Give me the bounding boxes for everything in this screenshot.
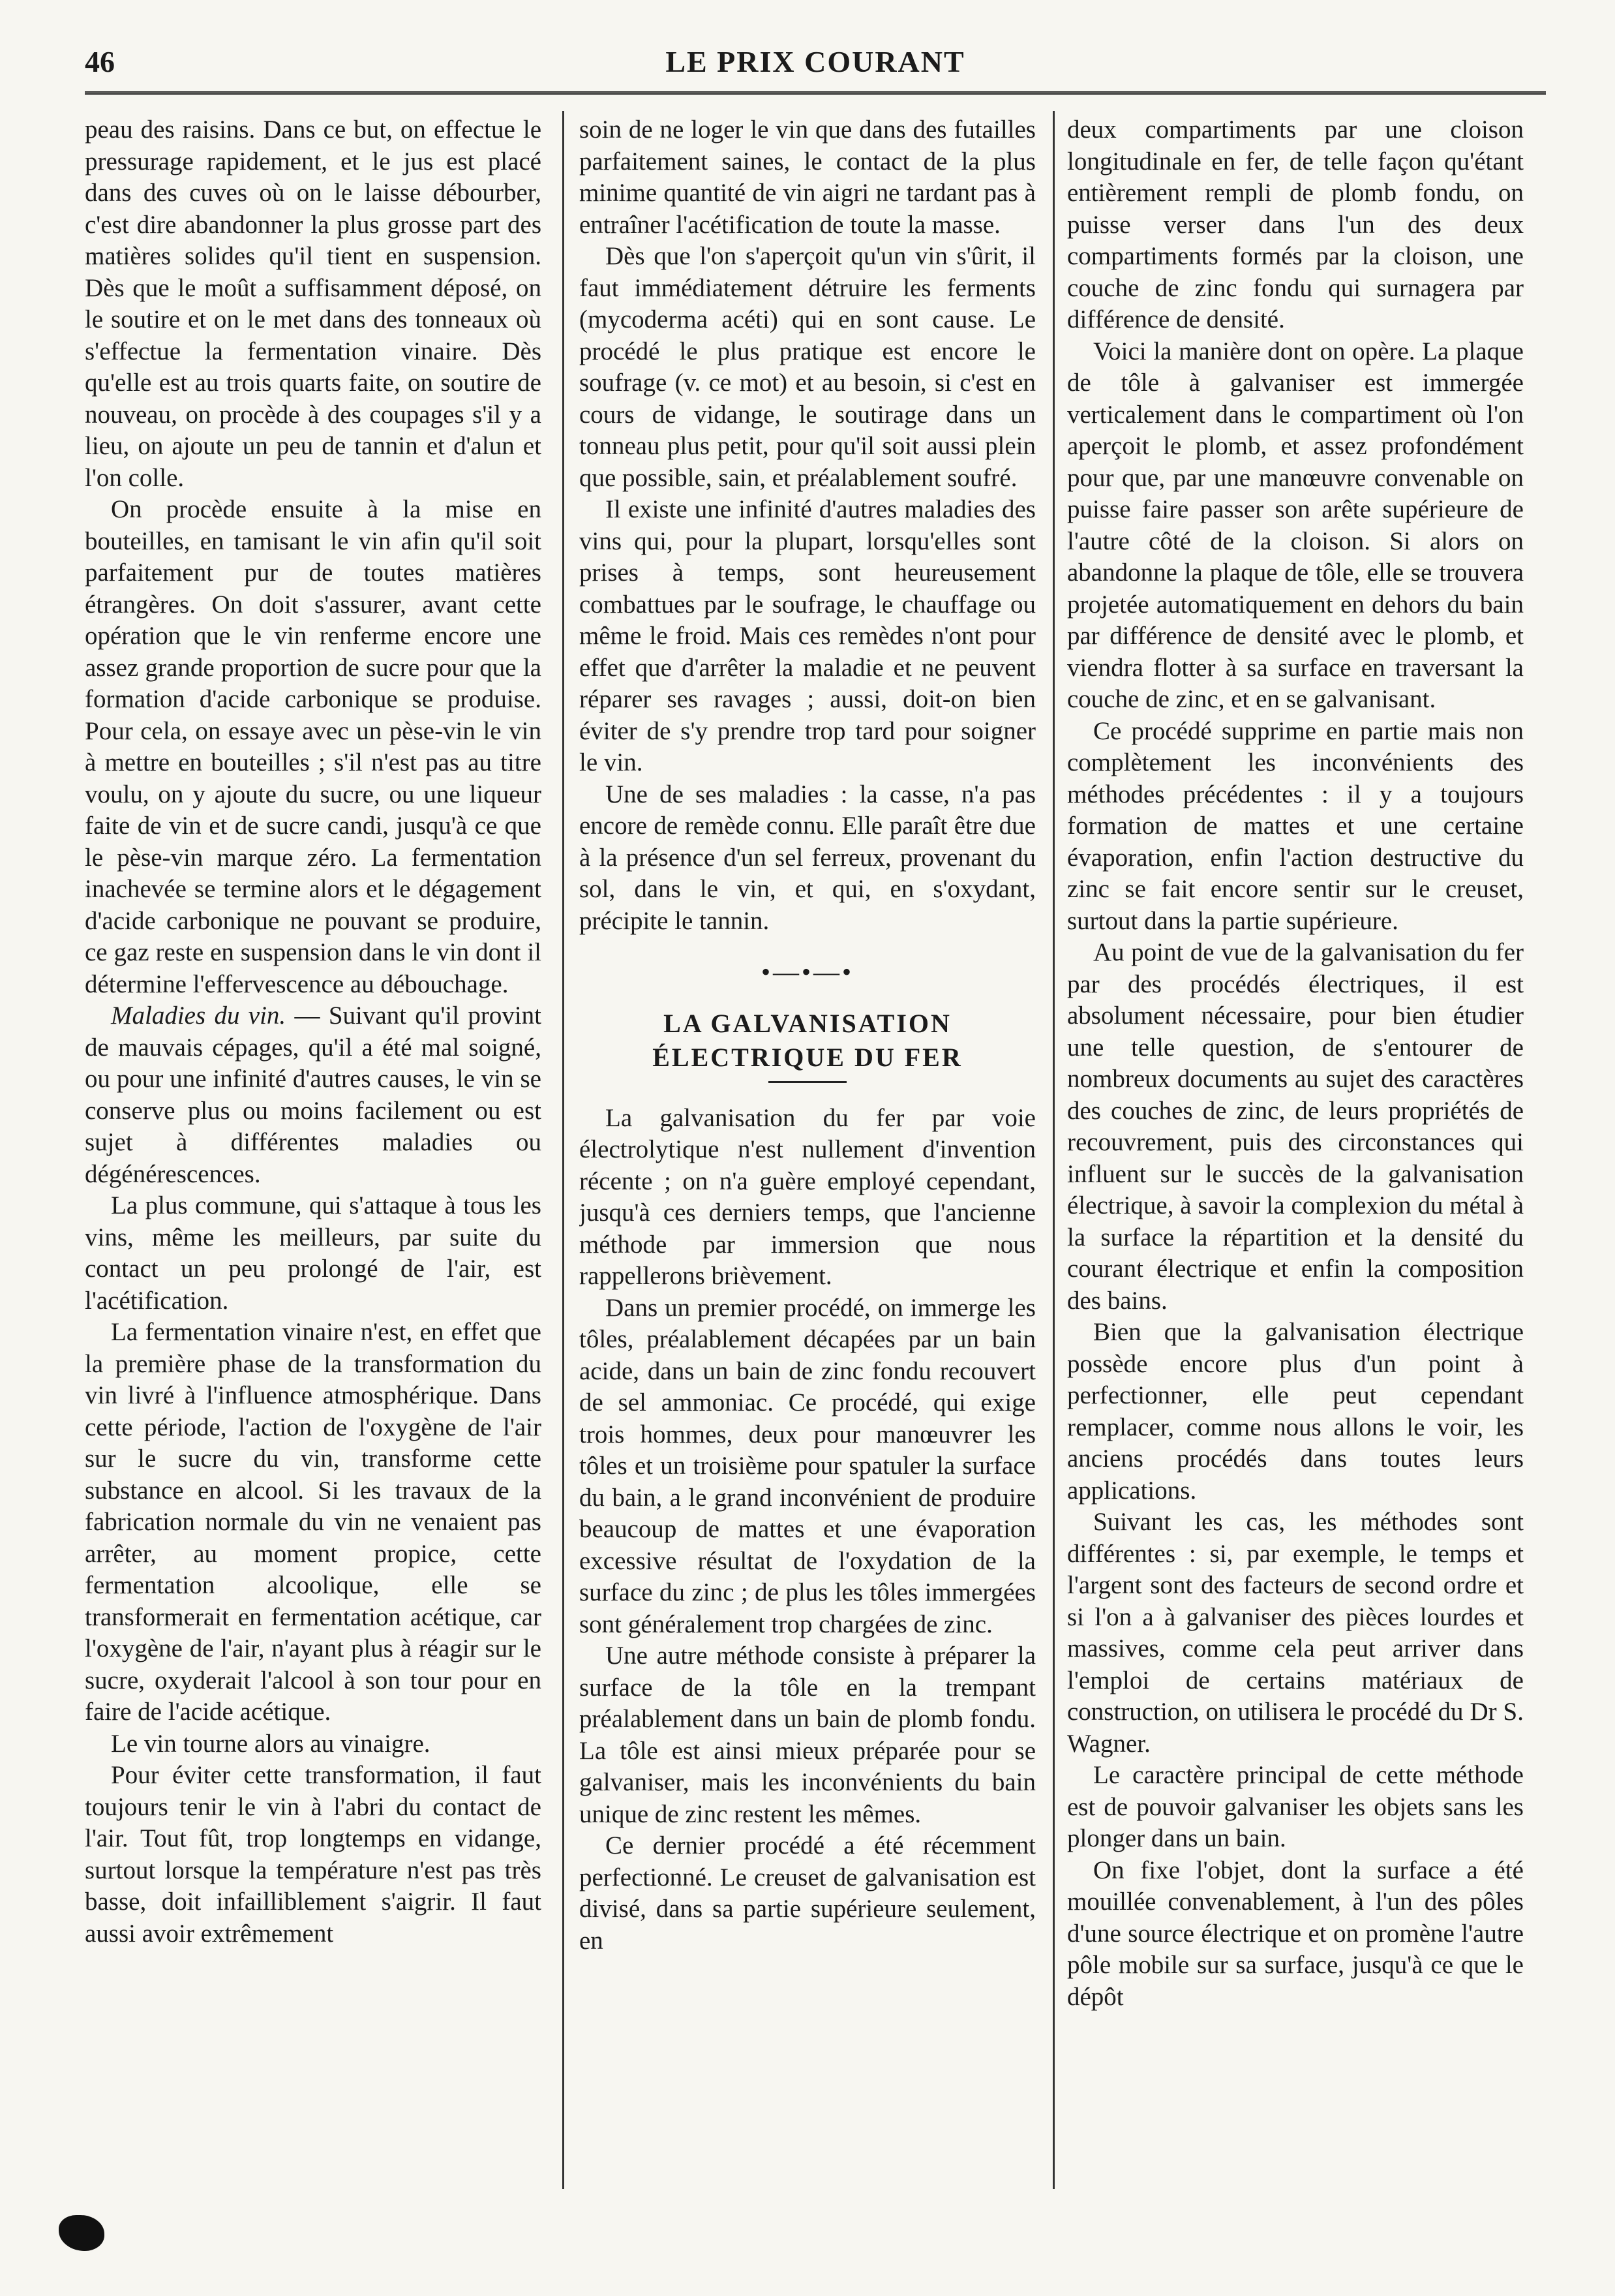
paragraph: Le caractère principal de cette méthode est de pouvoir galvaniser les objets sans les plonger dans un bain. <box>1067 1761 1524 1852</box>
paragraph: La fermentation vinaire n'est, en effet que la première phase de la transformation du vin livré à l'influence atmosphérique. Dans cette période, l'action de l'oxygène de l'air sur le sucre du vin, transforme cette substance en alcool. Si les travaux de la fabrication normale du vin ne venaient pas arrêter, au moment propice, cette fermentation alcoolique, elle se transformerait en fermentation acétique, car l'oxygène de l'air, n'ayant plus à réagir sur le sucre, oxyderait l'alcool à son tour pour en faire de l'acide acétique. <box>85 1318 541 1726</box>
column-3 <box>1067 114 1524 2189</box>
column-divider <box>1053 111 1055 2189</box>
paragraph: Suivant les cas, les méthodes sont différentes : si, par exemple, le temps et l'argent sont des facteurs de second ordre et si l'on a à galvaniser des pièces lourdes et massives, comme cela peut arriver dans l'emploi de certains matériaux de construction, on utilisera le procédé du Dr S. Wagner. <box>1067 1508 1524 1758</box>
italic-lead: Maladies du vin. <box>111 1002 286 1030</box>
paragraph: deux compartiments par une cloison longitudinale en fer, de telle façon qu'étant entièrement rempli de plomb fondu, on puisse verser dans l'un des deux compartiments formés par la cloison, une couche de zinc fondu qui surnagera par différence de densité. <box>1067 115 1524 333</box>
paragraph: La plus commune, qui s'attaque à tous les vins, même les meilleurs, par suite du contact un peu prolongé de l'air, est l'acétification. <box>85 1191 541 1315</box>
paragraph: Le vin tourne alors au vinaigre. <box>111 1729 430 1758</box>
paragraph: La galvanisation du fer par voie électrolytique n'est nullement d'invention récente ; on n'a guère employé cependant, jusqu'à ces derniers temps, que l'ancienne méthode par immersion que nous rappellerons brièvement. <box>579 1103 1036 1290</box>
paragraph: Une de ses maladies : la casse, n'a pas encore de remède connu. Elle paraît être due à la présence d'un sel ferreux, provenant du sol, dans le vin, et qui, en s'oxydant, précipite le tannin. <box>579 780 1036 935</box>
page-number: 46 <box>85 45 115 78</box>
column-1 <box>85 114 541 2189</box>
column-2 <box>579 114 1036 2189</box>
paragraph: Au point de vue de la galvanisation du fer par des procédés électriques, il est absolument nécessaire, pour bien étudier une telle question, de s'entourer de nombreux documents au sujet des caractères des couches de zinc, de leurs propriétés de recouvrement, puis des circonstances qui influent sur le succès de la galvanisation électrique, à savoir la complexion du métal à la surface la répartition et la densité du courant électrique et enfin la composition des bains. <box>1067 938 1524 1315</box>
title-rule <box>768 1081 847 1083</box>
section-ornament: •—•—• <box>761 957 854 987</box>
paragraph: Ce dernier procédé a été récemment perfectionné. Le creuset de galvanisation est divisé, dans sa partie supérieure seulement, en <box>579 1831 1036 1955</box>
paragraph: Voici la manière dont on opère. La plaque de tôle à galvaniser est immergée verticalement dans le compartiment où l'on aperçoit le plomb, et assez profondément pour que, par une manœuvre convenable on puisse faire passer son arête supérieure de l'autre côté de la cloison. Si alors on abandonne la plaque de tôle, elle se trouvera projetée automatiquement en dehors du bain par différence de densité avec le plomb, et viendra flotter à sa surface en traversant la couche de zinc, et en se galvanisant. <box>1067 337 1524 713</box>
paragraph: peau des raisins. Dans ce but, on effectue le pressurage rapidement, et le jus est placé dans des cuves où on le laisse débourber, c'est dire abandonner la plus grosse part des matières solides qu'il tient en suspension. Dès que le moût a suffisamment déposé, on le soutire et on le met dans des tonneaux où s'effectue la fermentation vinaire. Dès qu'elle est au trois quarts faite, on soutire de nouveau, on procède à des coupages s'il y a lieu, on ajoute un peu de tannin et d'alun et l'on colle. <box>85 115 541 492</box>
paragraph: Dès que l'on s'aperçoit qu'un vin s'ûrit, il faut immédiatement détruire les ferments (mycoderma acéti) qui en sont cause. Le procédé le plus pratique est encore le soufrage (v. ce mot) et au besoin, si c'est en cours de vidange, le soutirage dans un tonneau plus petit, pour qu'il soit aussi plein que possible, sain, et préalablement soufré. <box>579 242 1036 492</box>
paragraph-maladies <box>85 1000 541 1190</box>
paragraph: Ce procédé supprime en partie mais non complètement les inconvénients des méthodes précédentes : il y a toujours formation de mattes et une certaine évaporation, enfin l'action destructive du zinc se fait encore sentir sur le creuset, surtout dans la partie supérieure. <box>1067 716 1524 935</box>
paragraph: Il existe une infinité d'autres maladies des vins qui, pour la plupart, lorsqu'elles sont prises à temps, sont heureusement combattues par le soufrage, le chauffage ou même le froid. Mais ces remèdes n'ont pour effet que d'arrêter la maladie et ne peuvent réparer ses ravages ; aussi, doit-on bien éviter de s'y prendre trop tard pour soigner le vin. <box>579 495 1036 776</box>
section-title: LA GALVANISATION ÉLECTRIQUE DU FER <box>652 1008 963 1072</box>
paragraph: Une autre méthode consiste à préparer la surface de la tôle en la trempant préalablement dans un bain de plomb fondu. La tôle est ainsi mieux préparée pour se galvaniser, mais les inconvénients du bain unique de zinc restent les mêmes. <box>579 1642 1036 1828</box>
paragraph: soin de ne loger le vin que dans des futailles parfaitement saines, le contact de la plus minime quantité de vin aigri ne tardant pas à entraîner l'acétification de toute la masse. <box>579 115 1036 239</box>
paragraph: Dans un premier procédé, on immerge les tôles, préalablement décapées par un bain acide, dans un bain de zinc fondu recouvert de sel ammoniac. Ce procédé, qui exige trois hommes, deux pour manœuvrer les tôles et un troisième pour spatuler la surface du bain, a le grand inconvénient de produire beaucoup de mattes et une évaporation excessive résultat de l'oxydation de la surface du zinc ; de plus les tôles immergées sont généralement trop chargées de zinc. <box>579 1293 1036 1638</box>
paragraph: On fixe l'objet, dont la surface a été mouillée convenablement, à l'un des pôles d'une source électrique et on promène l'autre pôle mobile sur sa surface, jusqu'à ce que le dépôt <box>1067 1856 1524 2011</box>
paragraph-text: — Suivant qu'il provint de mauvais cépages, qu'il a été mal soigné, ou pour une infinité d'autres causes, le vin se conserve plus ou moins facilement ou est sujet à différentes maladies ou dégénérescences. <box>85 1002 541 1188</box>
ink-blot <box>59 2215 104 2251</box>
page-header <box>85 39 1546 91</box>
paragraph: Pour éviter cette transformation, il faut toujours tenir le vin à l'abri du contact de l'air. Tout fût, trop longtemps en vidange, surtout lorsque la température n'est pas très basse, doit infailliblement s'aigrir. Il faut aussi avoir extrêmement <box>85 1761 541 1948</box>
column-divider <box>562 111 564 2189</box>
journal-title: LE PRIX COURANT <box>665 45 965 78</box>
paragraph: Bien que la galvanisation électrique possède encore plus d'un point à perfectionner, elle peut cependant remplacer, comme nous allons le voir, les anciens procédés dans toutes leurs applications. <box>1067 1318 1524 1505</box>
header-rule <box>85 91 1546 95</box>
paragraph: On procède ensuite à la mise en bouteilles, en tamisant le vin afin qu'il soit parfaitement pur de toutes matières étrangères. On doit s'assurer, avant cette opération que le vin renferme encore une assez grande proportion de sucre pour que la formation d'acide carbonique se produise. Pour cela, on essaye avec un pèse-vin le vin à mettre en bouteilles ; s'il n'est pas au titre voulu, on y ajoute du sucre, ou une liqueur faite de vin et de sucre candi, jusqu'à ce que le pèse-vin marque zéro. La fermentation inachevée se termine alors et le dégagement d'acide carbonique ne pouvant se produire, ce gaz reste en suspension dans le vin dont il détermine l'effervescence au débouchage. <box>85 495 541 998</box>
